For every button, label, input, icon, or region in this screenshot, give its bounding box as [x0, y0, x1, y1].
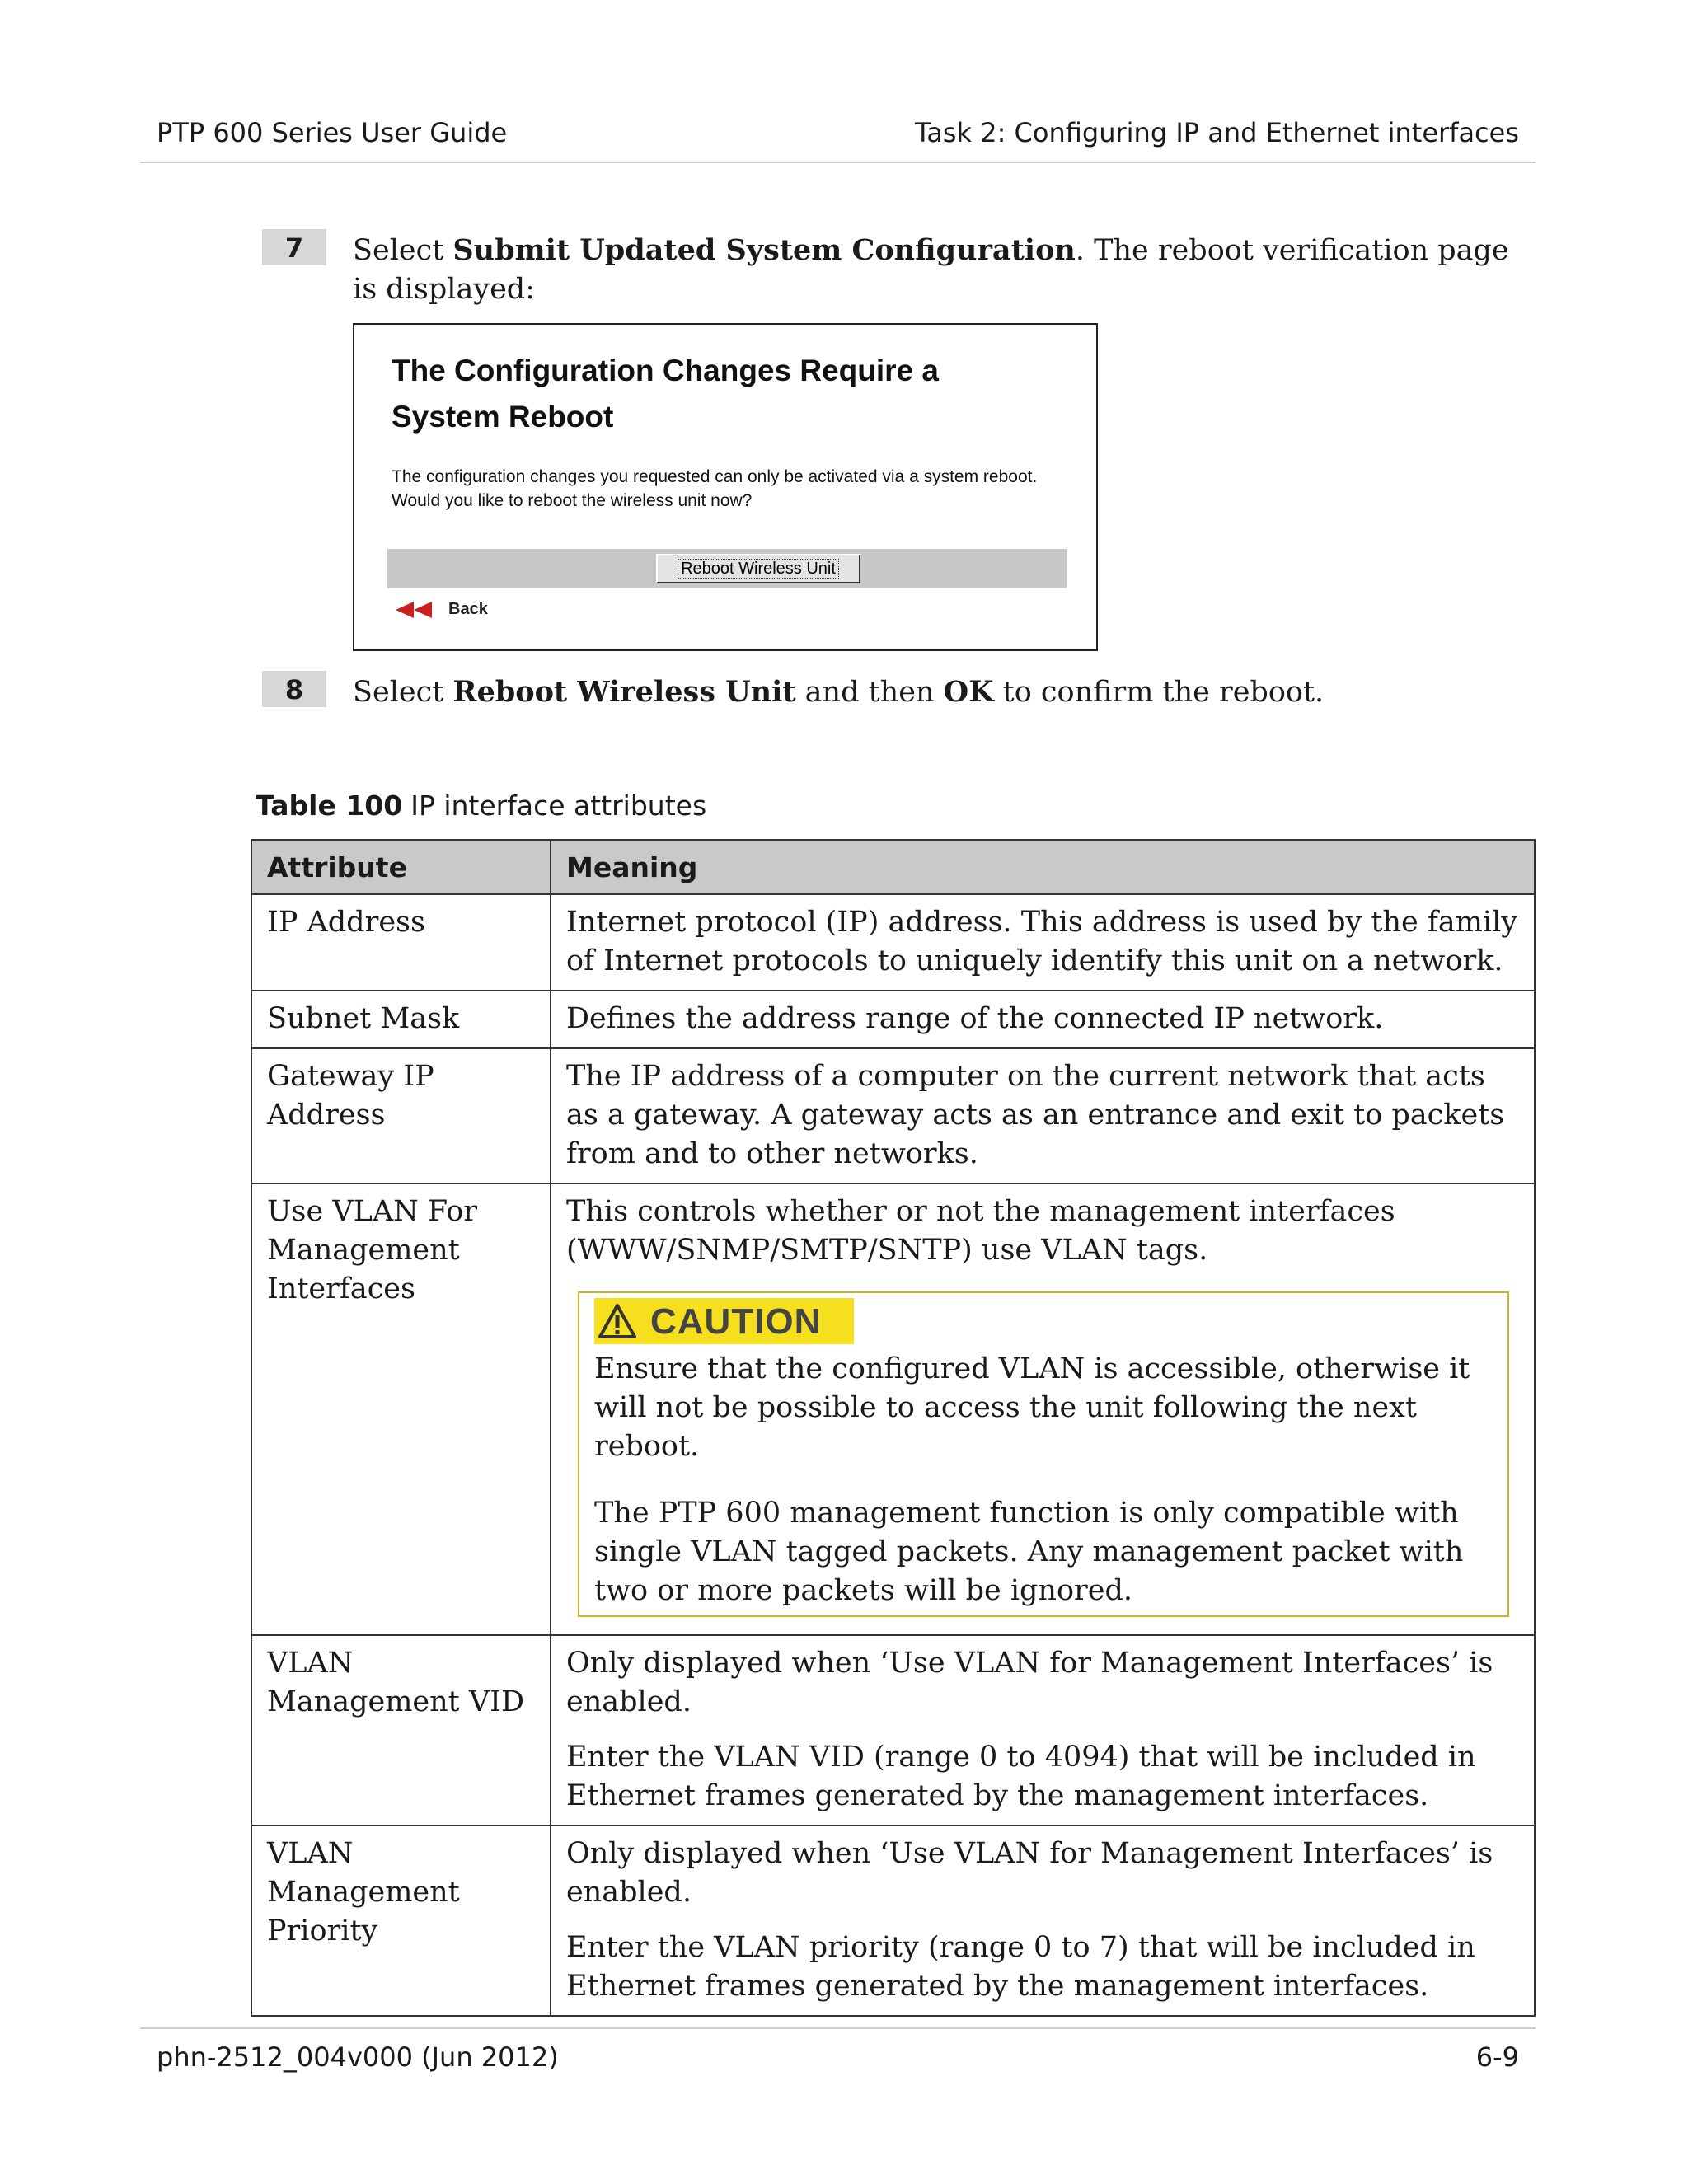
- running-header-section: Task 2: Configuring IP and Ethernet interfaces: [915, 117, 1519, 148]
- step-number-8: 8: [262, 671, 326, 707]
- meaning-cell: Only displayed when ‘Use VLAN for Management Interfaces’ is enabled. Enter the VLAN priority (range 0 to 7) that will be included in Ethernet frames generated by the management interfaces.: [551, 1825, 1535, 2016]
- meaning-cell: Only displayed when ‘Use VLAN for Management Interfaces’ is enabled. Enter the VLAN VID (range 0 to 4094) that will be included in Ethernet frames generated by the management interfaces.: [551, 1635, 1535, 1825]
- caution-label: CAUTION: [650, 1301, 822, 1342]
- reboot-dialog-screenshot: [353, 323, 1098, 651]
- table-caption-text: IP interface attributes: [410, 790, 707, 822]
- ip-interface-attributes-table: [251, 839, 1536, 2017]
- reboot-wireless-unit-button[interactable]: Reboot Wireless Unit: [656, 554, 860, 583]
- dialog-title: The Configuration Changes Require a System Reboot: [392, 354, 939, 434]
- table-row: [251, 1048, 1535, 1183]
- running-header-title: PTP 600 Series User Guide: [157, 117, 508, 148]
- column-header-attribute: Attribute: [251, 840, 551, 894]
- step-7-bold-term: Submit Updated System Configuration: [452, 233, 1076, 267]
- table-row: [251, 991, 1535, 1048]
- step-8-bold-term: Reboot Wireless Unit: [452, 675, 796, 709]
- footer-rule: [140, 2027, 1536, 2029]
- page-number: 6-9: [1475, 2041, 1519, 2073]
- caution-box: [578, 1291, 1509, 1617]
- meaning-cell: Defines the address range of the connected IP network.: [551, 991, 1535, 1048]
- meaning-cell: This controls whether or not the management interfaces (WWW/SNMP/SMTP/SNTP) use VLAN tags. CAUTION Ensure that the configured VLAN is accessible, otherwise it will not be possible to access the unit following the next reboot. The PTP 600 management function is only compatible with single VLAN tagged packets. Any management packet with two or more packets will be ignored.: [551, 1183, 1535, 1635]
- attribute-cell: VLAN Management VID: [251, 1635, 551, 1825]
- column-header-meaning: Meaning: [551, 840, 1535, 894]
- header-rule: [140, 162, 1536, 163]
- table-caption-label: Table 100: [256, 790, 403, 822]
- dialog-message: The configuration changes you requested can only be activated via a system reboot. Would you like to reboot the wireless unit now?: [392, 467, 1038, 510]
- double-left-arrow-icon: [396, 602, 434, 618]
- warning-triangle-icon: [598, 1303, 637, 1339]
- back-link-label: Back: [448, 600, 488, 618]
- table-row: [251, 894, 1535, 991]
- attribute-cell: Use VLAN For Management Interfaces: [251, 1183, 551, 1635]
- document-id: phn-2512_004v000 (Jun 2012): [157, 2041, 559, 2073]
- table-header-row: [251, 840, 1535, 894]
- dialog-button-bar: [387, 549, 1067, 588]
- meaning-cell: Internet protocol (IP) address. This address is used by the family of Internet protocols to uniquely identify this unit on a network.: [551, 894, 1535, 991]
- attribute-cell: IP Address: [251, 894, 551, 991]
- step-8-text: Select Reboot Wireless Unit and then OK to confirm the reboot.: [353, 675, 1325, 709]
- caution-paragraph: The PTP 600 management function is only compatible with single VLAN tagged packets. Any management packet with two or more packets will be ignored.: [594, 1497, 1464, 1607]
- attribute-cell: Gateway IP Address: [251, 1048, 551, 1183]
- back-link[interactable]: [396, 600, 488, 619]
- attribute-cell: VLAN Management Priority: [251, 1825, 551, 2016]
- table-row: [251, 1635, 1535, 1825]
- table-caption: [256, 790, 706, 822]
- step-7-text: Select Submit Updated System Configuration. The reboot verification page is displayed:: [353, 233, 1509, 306]
- step-number-7: 7: [262, 229, 326, 265]
- caution-banner: [594, 1298, 854, 1344]
- caution-paragraph: Ensure that the configured VLAN is accessible, otherwise it will not be possible to access the unit following the next reboot.: [594, 1352, 1470, 1463]
- attribute-cell: Subnet Mask: [251, 991, 551, 1048]
- table-row: [251, 1183, 1535, 1635]
- step-8-bold-ok: OK: [943, 675, 994, 709]
- table-row: [251, 1825, 1535, 2016]
- meaning-cell: The IP address of a computer on the current network that acts as a gateway. A gateway acts as an entrance and exit to packets from and to other networks.: [551, 1048, 1535, 1183]
